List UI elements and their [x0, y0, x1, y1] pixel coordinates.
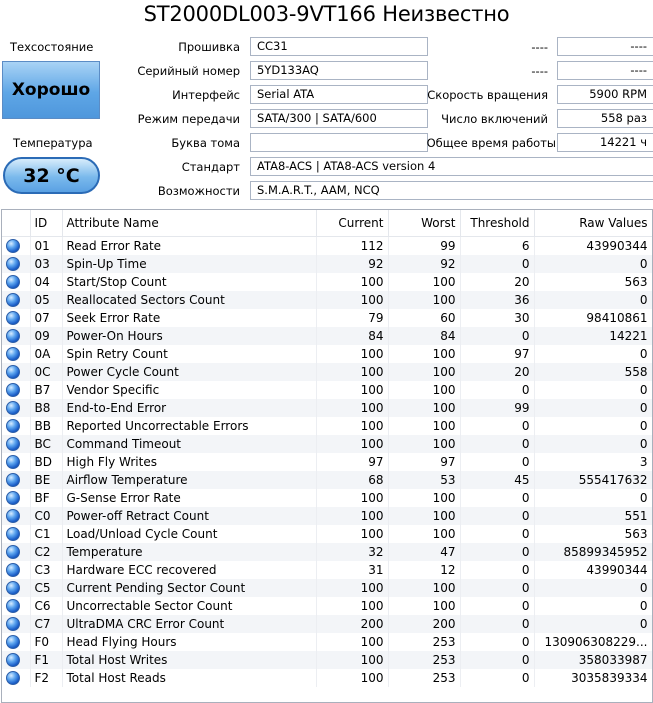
- status-ok-icon: [6, 437, 20, 451]
- health-label: Техсостояние: [10, 40, 94, 54]
- attribute-threshold: 0: [460, 651, 534, 669]
- attribute-current: 200: [316, 615, 388, 633]
- status-dot-cell: [2, 561, 30, 579]
- attribute-id: C7: [30, 615, 62, 633]
- attribute-current: 100: [316, 525, 388, 543]
- attribute-id: 03: [30, 255, 62, 273]
- status-ok-icon: [6, 599, 20, 613]
- attribute-threshold: 0: [460, 435, 534, 453]
- attribute-name: Total Host Writes: [62, 651, 316, 669]
- status-dot-cell: [2, 669, 30, 687]
- attribute-name: Current Pending Sector Count: [62, 579, 316, 597]
- attribute-worst: 100: [388, 435, 460, 453]
- attribute-worst: 100: [388, 291, 460, 309]
- attribute-threshold: 0: [460, 597, 534, 615]
- attribute-name: Power-off Retract Count: [62, 507, 316, 525]
- attribute-worst: 100: [388, 399, 460, 417]
- status-dot-cell: [2, 363, 30, 381]
- status-dot-cell: [2, 489, 30, 507]
- attribute-threshold: 0: [460, 507, 534, 525]
- attribute-raw-value: 14221: [534, 327, 652, 345]
- status-ok-icon: [6, 401, 20, 415]
- attribute-name: High Fly Writes: [62, 453, 316, 471]
- status-ok-icon: [6, 635, 20, 649]
- table-row[interactable]: [2, 615, 652, 633]
- attribute-name: Spin Retry Count: [62, 345, 316, 363]
- status-dot-cell: [2, 345, 30, 363]
- attribute-current: 100: [316, 291, 388, 309]
- attribute-raw-value: 0: [534, 291, 652, 309]
- attribute-worst: 100: [388, 507, 460, 525]
- status-dot-cell: [2, 507, 30, 525]
- attribute-worst: 60: [388, 309, 460, 327]
- attribute-raw-value: 0: [534, 615, 652, 633]
- attribute-current: 100: [316, 579, 388, 597]
- table-header: [2, 210, 652, 237]
- attribute-name: Total Host Reads: [62, 669, 316, 687]
- status-ok-icon: [6, 617, 20, 631]
- attribute-threshold: 0: [460, 561, 534, 579]
- serial-label: Серийный номер: [137, 64, 240, 78]
- status-ok-icon: [6, 473, 20, 487]
- attribute-threshold: 0: [460, 417, 534, 435]
- attribute-worst: 100: [388, 525, 460, 543]
- attribute-id: BD: [30, 453, 62, 471]
- table-row[interactable]: [2, 255, 652, 273]
- attribute-id: 09: [30, 327, 62, 345]
- status-ok-icon: [6, 257, 20, 271]
- firmware-label: Прошивка: [178, 40, 240, 54]
- status-ok-icon: [6, 239, 20, 253]
- attribute-name: Start/Stop Count: [62, 273, 316, 291]
- temperature-status-button[interactable]: 32 °C: [3, 157, 100, 194]
- table-row[interactable]: [2, 543, 652, 561]
- attribute-id: B7: [30, 381, 62, 399]
- attribute-id: BC: [30, 435, 62, 453]
- attribute-worst: 84: [388, 327, 460, 345]
- attribute-id: 01: [30, 237, 62, 256]
- attribute-current: 84: [316, 327, 388, 345]
- attribute-raw-value: 0: [534, 417, 652, 435]
- column-header-status[interactable]: [2, 210, 30, 237]
- transfer-mode-field: SATA/300 | SATA/600: [250, 109, 428, 128]
- attribute-name: Load/Unload Cycle Count: [62, 525, 316, 543]
- attribute-current: 97: [316, 453, 388, 471]
- attribute-threshold: 0: [460, 669, 534, 687]
- status-dot-cell: [2, 291, 30, 309]
- status-ok-icon: [6, 365, 20, 379]
- table-row[interactable]: [2, 417, 652, 435]
- right-top2-label: ----: [531, 64, 548, 78]
- standard-label: Стандарт: [181, 160, 240, 174]
- attribute-name: Airflow Temperature: [62, 471, 316, 489]
- attribute-raw-value: 563: [534, 525, 652, 543]
- serial-field: 5YD133AQ: [250, 61, 428, 80]
- attribute-id: 07: [30, 309, 62, 327]
- attribute-current: 100: [316, 435, 388, 453]
- attribute-worst: 100: [388, 417, 460, 435]
- attribute-threshold: 0: [460, 255, 534, 273]
- attribute-current: 112: [316, 237, 388, 256]
- attribute-current: 100: [316, 669, 388, 687]
- status-ok-icon: [6, 275, 20, 289]
- attribute-threshold: 36: [460, 291, 534, 309]
- status-ok-icon: [6, 311, 20, 325]
- attribute-id: 0A: [30, 345, 62, 363]
- attribute-raw-value: 43990344: [534, 237, 652, 256]
- status-dot-cell: [2, 615, 30, 633]
- attribute-raw-value: 0: [534, 579, 652, 597]
- right-top2-field: ----: [557, 61, 653, 80]
- table-row[interactable]: [2, 633, 652, 651]
- rotation-speed-label: Скорость вращения: [427, 88, 548, 102]
- status-dot-cell: [2, 543, 30, 561]
- power-count-field: 558 раз: [557, 109, 653, 128]
- column-header-current[interactable]: Current: [316, 210, 388, 237]
- attribute-current: 32: [316, 543, 388, 561]
- attribute-threshold: 20: [460, 363, 534, 381]
- table-row[interactable]: [2, 651, 652, 669]
- status-ok-icon: [6, 455, 20, 469]
- attribute-raw-value: 551: [534, 507, 652, 525]
- attribute-worst: 100: [388, 489, 460, 507]
- power-hours-label: Общее время работы: [426, 136, 556, 150]
- status-dot-cell: [2, 633, 30, 651]
- attribute-name: Head Flying Hours: [62, 633, 316, 651]
- attribute-id: BF: [30, 489, 62, 507]
- attribute-raw-value: 0: [534, 381, 652, 399]
- attribute-threshold: 0: [460, 579, 534, 597]
- attribute-worst: 253: [388, 633, 460, 651]
- attribute-raw-value: 0: [534, 345, 652, 363]
- attribute-worst: 100: [388, 273, 460, 291]
- status-dot-cell: [2, 471, 30, 489]
- attribute-threshold: 0: [460, 453, 534, 471]
- attribute-name: Reported Uncorrectable Errors: [62, 417, 316, 435]
- attribute-name: Command Timeout: [62, 435, 316, 453]
- power-count-label: Число включений: [441, 112, 548, 126]
- status-dot-cell: [2, 309, 30, 327]
- rotation-speed-field: 5900 RPM: [557, 85, 653, 104]
- attribute-name: Power Cycle Count: [62, 363, 316, 381]
- standard-field: ATA8-ACS | ATA8-ACS version 4: [250, 157, 653, 176]
- attribute-worst: 100: [388, 579, 460, 597]
- table-row[interactable]: [2, 579, 652, 597]
- attribute-threshold: 6: [460, 237, 534, 256]
- attribute-raw-value: 558: [534, 363, 652, 381]
- attribute-name: G-Sense Error Rate: [62, 489, 316, 507]
- attribute-raw-value: 130906308229...: [534, 633, 652, 651]
- attribute-worst: 97: [388, 453, 460, 471]
- table-row[interactable]: [2, 381, 652, 399]
- table-row[interactable]: [2, 471, 652, 489]
- table-row[interactable]: [2, 273, 652, 291]
- power-hours-field: 14221 ч: [557, 133, 653, 152]
- drive-title: ST2000DL003-9VT166 Неизвестно: [143, 2, 510, 26]
- status-ok-icon: [6, 293, 20, 307]
- attribute-threshold: 0: [460, 489, 534, 507]
- attribute-id: F1: [30, 651, 62, 669]
- status-ok-icon: [6, 419, 20, 433]
- status-ok-icon: [6, 581, 20, 595]
- smart-attributes-table[interactable]: [1, 209, 653, 703]
- attribute-raw-value: 0: [534, 255, 652, 273]
- status-dot-cell: [2, 237, 30, 256]
- attribute-threshold: 0: [460, 615, 534, 633]
- attribute-raw-value: 3035839334: [534, 669, 652, 687]
- table-row[interactable]: [2, 669, 652, 687]
- status-dot-cell: [2, 381, 30, 399]
- status-ok-icon: [6, 383, 20, 397]
- attribute-threshold: 0: [460, 327, 534, 345]
- attribute-current: 100: [316, 345, 388, 363]
- attribute-id: 0C: [30, 363, 62, 381]
- status-ok-icon: [6, 545, 20, 559]
- attribute-current: 68: [316, 471, 388, 489]
- attribute-id: B8: [30, 399, 62, 417]
- interface-label: Интерфейс: [172, 88, 240, 102]
- table-row[interactable]: [2, 237, 652, 256]
- attribute-worst: 253: [388, 651, 460, 669]
- attribute-raw-value: 0: [534, 435, 652, 453]
- interface-field: Serial ATA: [250, 85, 428, 104]
- attribute-threshold: 0: [460, 525, 534, 543]
- attribute-id: F2: [30, 669, 62, 687]
- volume-letter-label: Буква тома: [171, 136, 240, 150]
- attribute-current: 100: [316, 417, 388, 435]
- attribute-raw-value: 0: [534, 399, 652, 417]
- attribute-name: End-to-End Error: [62, 399, 316, 417]
- attribute-id: C0: [30, 507, 62, 525]
- attribute-current: 100: [316, 273, 388, 291]
- attribute-id: F0: [30, 633, 62, 651]
- attribute-id: C2: [30, 543, 62, 561]
- transfer-mode-label: Режим передачи: [137, 112, 240, 126]
- status-dot-cell: [2, 255, 30, 273]
- attribute-threshold: 99: [460, 399, 534, 417]
- status-ok-icon: [6, 347, 20, 361]
- attribute-raw-value: 85899345952: [534, 543, 652, 561]
- features-field: S.M.A.R.T., AAM, NCQ: [250, 181, 653, 200]
- attribute-id: C5: [30, 579, 62, 597]
- attribute-current: 100: [316, 507, 388, 525]
- table-row[interactable]: [2, 399, 652, 417]
- column-header-attribute-name[interactable]: Attribute Name: [62, 210, 316, 237]
- table-row[interactable]: [2, 291, 652, 309]
- attribute-current: 100: [316, 381, 388, 399]
- attribute-id: BE: [30, 471, 62, 489]
- health-status-button[interactable]: Хорошо: [2, 61, 100, 119]
- attribute-raw-value: 0: [534, 489, 652, 507]
- table-row[interactable]: [2, 363, 652, 381]
- attribute-id: C6: [30, 597, 62, 615]
- status-ok-icon: [6, 509, 20, 523]
- status-dot-cell: [2, 399, 30, 417]
- attribute-raw-value: 0: [534, 597, 652, 615]
- table-row[interactable]: [2, 345, 652, 363]
- attribute-threshold: 30: [460, 309, 534, 327]
- table-row[interactable]: [2, 453, 652, 471]
- attribute-worst: 100: [388, 381, 460, 399]
- table-row[interactable]: [2, 309, 652, 327]
- attribute-name: UltraDMA CRC Error Count: [62, 615, 316, 633]
- attribute-current: 100: [316, 633, 388, 651]
- right-top1-label: ----: [531, 40, 548, 54]
- temperature-label: Температура: [13, 136, 93, 150]
- attribute-threshold: 97: [460, 345, 534, 363]
- attribute-threshold: 20: [460, 273, 534, 291]
- table-row[interactable]: [2, 507, 652, 525]
- table-row[interactable]: [2, 561, 652, 579]
- attribute-raw-value: 3: [534, 453, 652, 471]
- attribute-threshold: 0: [460, 633, 534, 651]
- attribute-name: Power-On Hours: [62, 327, 316, 345]
- attribute-raw-value: 98410861: [534, 309, 652, 327]
- attribute-threshold: 0: [460, 381, 534, 399]
- attribute-worst: 253: [388, 669, 460, 687]
- column-header-raw-values[interactable]: Raw Values: [534, 210, 652, 237]
- status-dot-cell: [2, 417, 30, 435]
- attribute-name: Vendor Specific: [62, 381, 316, 399]
- attribute-raw-value: 43990344: [534, 561, 652, 579]
- attribute-current: 92: [316, 255, 388, 273]
- attribute-worst: 92: [388, 255, 460, 273]
- attribute-name: Reallocated Sectors Count: [62, 291, 316, 309]
- attribute-current: 100: [316, 489, 388, 507]
- status-dot-cell: [2, 435, 30, 453]
- attribute-current: 100: [316, 651, 388, 669]
- attribute-name: Uncorrectable Sector Count: [62, 597, 316, 615]
- firmware-field: CC31: [250, 37, 428, 56]
- attribute-id: 05: [30, 291, 62, 309]
- attribute-id: C1: [30, 525, 62, 543]
- right-top1-field: ----: [557, 37, 653, 56]
- status-ok-icon: [6, 527, 20, 541]
- table-body: [2, 237, 652, 688]
- table-row[interactable]: [2, 489, 652, 507]
- attribute-threshold: 0: [460, 543, 534, 561]
- attribute-raw-value: 555417632: [534, 471, 652, 489]
- attribute-name: Read Error Rate: [62, 237, 316, 256]
- status-dot-cell: [2, 273, 30, 291]
- column-header-worst[interactable]: Worst: [388, 210, 460, 237]
- volume-letter-field: [250, 133, 428, 152]
- table-row[interactable]: [2, 327, 652, 345]
- status-dot-cell: [2, 327, 30, 345]
- status-ok-icon: [6, 329, 20, 343]
- status-dot-cell: [2, 597, 30, 615]
- attribute-id: C3: [30, 561, 62, 579]
- table-row[interactable]: [2, 525, 652, 543]
- status-ok-icon: [6, 671, 20, 685]
- attribute-worst: 100: [388, 345, 460, 363]
- status-ok-icon: [6, 563, 20, 577]
- attribute-current: 100: [316, 363, 388, 381]
- attribute-worst: 100: [388, 363, 460, 381]
- status-ok-icon: [6, 653, 20, 667]
- table-row[interactable]: [2, 597, 652, 615]
- attribute-worst: 12: [388, 561, 460, 579]
- attribute-name: Spin-Up Time: [62, 255, 316, 273]
- attribute-current: 100: [316, 597, 388, 615]
- attribute-name: Temperature: [62, 543, 316, 561]
- table-row[interactable]: [2, 435, 652, 453]
- attribute-name: Seek Error Rate: [62, 309, 316, 327]
- attribute-current: 100: [316, 399, 388, 417]
- status-ok-icon: [6, 491, 20, 505]
- column-header-threshold[interactable]: Threshold: [460, 210, 534, 237]
- attribute-current: 31: [316, 561, 388, 579]
- status-dot-cell: [2, 651, 30, 669]
- status-dot-cell: [2, 579, 30, 597]
- attribute-worst: 99: [388, 237, 460, 256]
- attribute-id: 04: [30, 273, 62, 291]
- attribute-worst: 53: [388, 471, 460, 489]
- status-dot-cell: [2, 525, 30, 543]
- column-header-id[interactable]: ID: [30, 210, 62, 237]
- attribute-name: Hardware ECC recovered: [62, 561, 316, 579]
- attribute-current: 79: [316, 309, 388, 327]
- attribute-worst: 200: [388, 615, 460, 633]
- features-label: Возможности: [157, 184, 240, 198]
- attribute-worst: 100: [388, 597, 460, 615]
- attribute-raw-value: 358033987: [534, 651, 652, 669]
- status-dot-cell: [2, 453, 30, 471]
- attribute-id: BB: [30, 417, 62, 435]
- attribute-raw-value: 563: [534, 273, 652, 291]
- attribute-worst: 47: [388, 543, 460, 561]
- attribute-threshold: 45: [460, 471, 534, 489]
